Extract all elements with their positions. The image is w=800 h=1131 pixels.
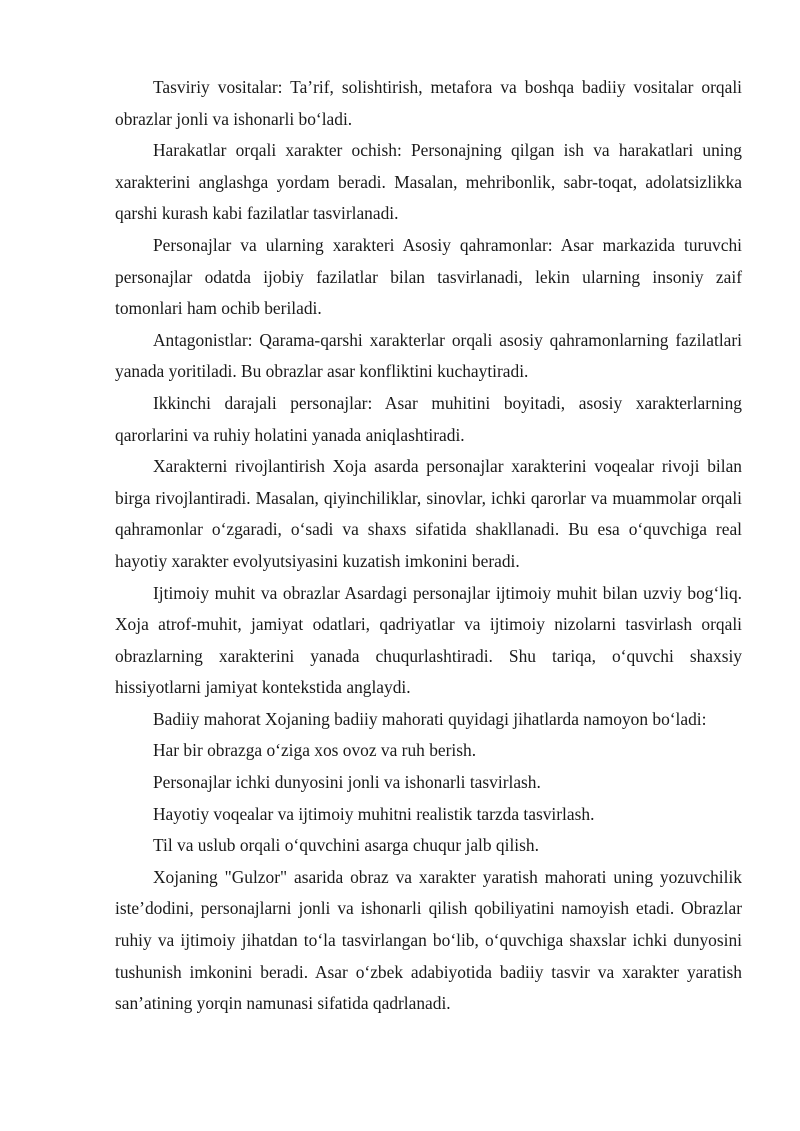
list-item-ovoz-ruh: Har bir obrazga o‘ziga xos ovoz va ruh berish. [153, 740, 477, 761]
list-item-til-uslub: Til va uslub orqali o‘quvchini asarga chuqur jalb qilish. [153, 835, 539, 856]
list-item-hayotiy-voqealar: Hayotiy voqealar va ijtimoiy muhitni realistik tarzda tasvirlash. [153, 803, 595, 824]
paragraph-antagonistlar: Antagonistlar: Qarama-qarshi xarakterlar orqali asosiy qahramonlarning fazilatlari yanada yoritiladi. Bu obrazlar asar konfliktini kuchaytiradi. [115, 329, 742, 382]
document-page [115, 72, 742, 1020]
paragraph-ikkinchi-darajali: Ikkinchi darajali personajlar: Asar muhitini boyitadi, asosiy xarakterlarning qarorlarini va ruhiy holatini yanada aniqlashtiradi. [115, 392, 742, 445]
paragraph-badiiy-mahorat: Badiiy mahorat Xojaning badiiy mahorati quyidagi jihatlarda namoyon bo‘ladi: [153, 708, 707, 729]
paragraph-personajlar-xarakteri: Personajlar va ularning xarakteri Asosiy qahramonlar: Asar markazida turuvchi personajlar odatda ijobiy fazilatlar bilan tasvirlanadi, lekin ularning insoniy zaif tomonlari ham ochib beriladi. [115, 234, 742, 319]
paragraph-xarakterni-rivojlantirish: Xarakterni rivojlantirish Xoja asarda personajlar xarakterini voqealar rivoji bilan birga rivojlantiradi. Masalan, qiyinchiliklar, sinovlar, ichki qarorlar va muammolar orqali qahramonlar o‘zgaradi, o‘sadi va shaxs sifatida shakllanadi. Bu esa o‘quvchiga real hayotiy xarakter evolyutsiyasini kuzatish imkonini beradi. [115, 456, 742, 571]
paragraph-ijtimoiy-muhit: Ijtimoiy muhit va obrazlar Asardagi personajlar ijtimoiy muhit bilan uzviy bog‘liq. Xoja atrof-muhit, jamiyat odatlari, qadriyatlar va ijtimoiy nizolarni tasvirlash orqali obrazlarning xarakterini yanada chuqurlashtiradi. Shu tariqa, o‘quvchi shaxsiy hissiyotlarni jamiyat kontekstida anglaydi. [115, 582, 742, 698]
list-item-ichki-dunyo: Personajlar ichki dunyosini jonli va ishonarli tasvirlash. [153, 772, 541, 793]
paragraph-tasviriy-vositalar: Tasviriy vositalar: Ta’rif, solishtirish, metafora va boshqa badiiy vositalar orqali obrazlar jonli va ishonarli bo‘ladi. [115, 77, 742, 129]
paragraph-xulosa: Xojaning "Gulzor" asarida obraz va xarakter yaratish mahorati uning yozuvchilik iste’dodini, personajlarni jonli va ishonarli qilish qobiliyatini namoyish etadi. Obrazlar ruhiy va ijtimoiy jihatdan to‘la tasvirlangan bo‘lib, o‘quvchiga shaxslar ichki dunyosini tushunish imkonini beradi. Asar o‘zbek adabiyotida badiiy tasvir va xarakter yaratish san’atining yorqin namunasi sifatida qadrlanadi. [115, 866, 742, 1014]
paragraph-harakatlar: Harakatlar orqali xarakter ochish: Personajning qilgan ish va harakatlari uning xarakterini anglashga yordam beradi. Masalan, mehribonlik, sabr-toqat, adolatsizlikka qarshi kurash kabi fazilatlar tasvirlanadi. [115, 140, 742, 224]
